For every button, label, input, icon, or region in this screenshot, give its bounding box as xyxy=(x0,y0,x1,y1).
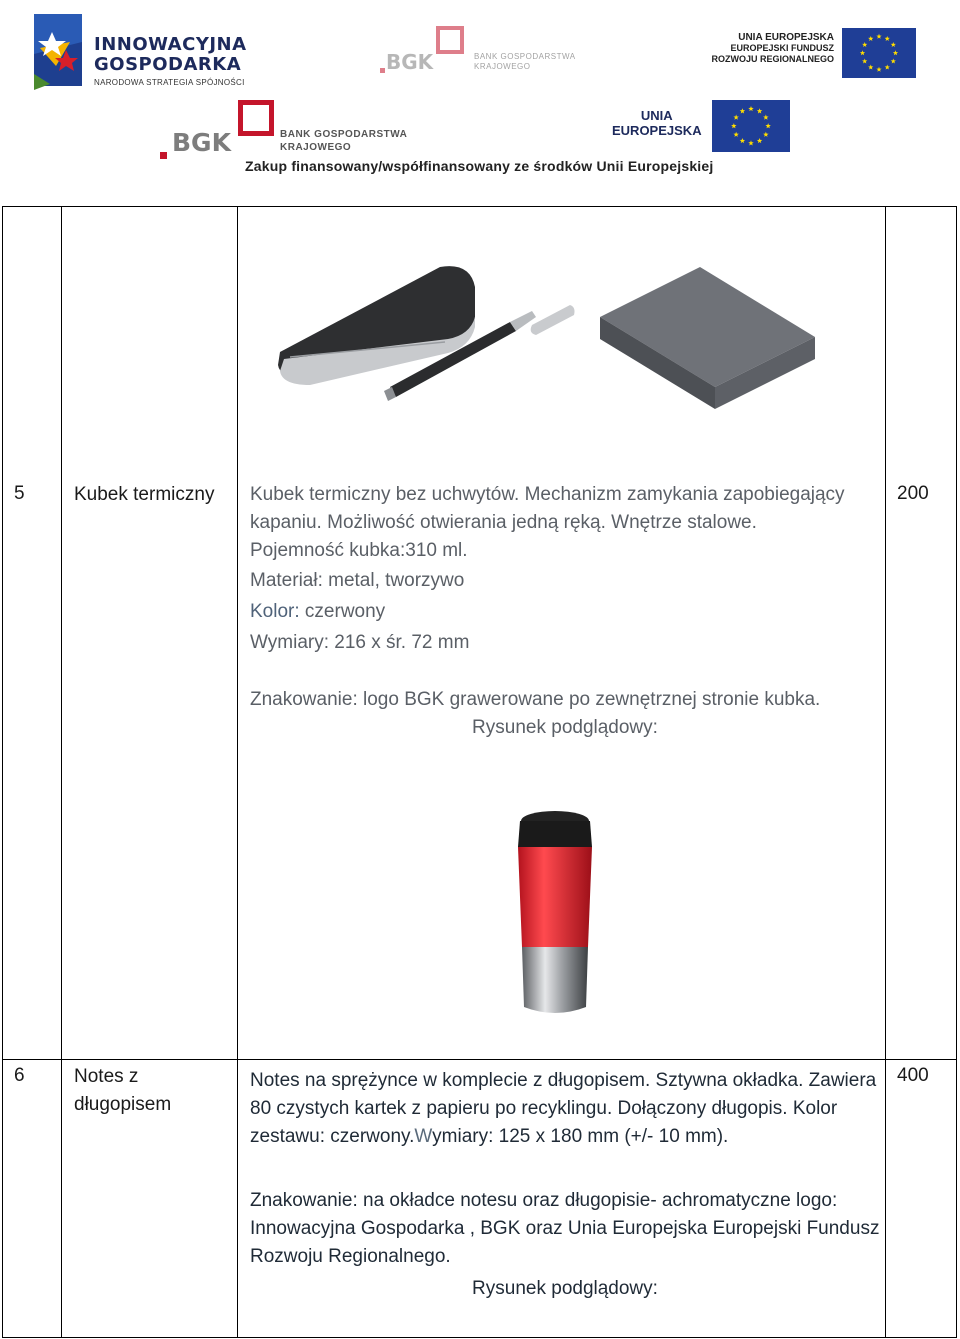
eu-fund-line2: EUROPEJSKI FUNDUSZ xyxy=(730,43,834,53)
product-description xyxy=(250,1067,880,1303)
color-label: Kolor: xyxy=(250,601,300,622)
bgk-word: BGK xyxy=(386,50,434,74)
bgk-name-line2: KRAJOWEGO xyxy=(474,62,531,71)
description-text: Kubek termiczny bez uchwytów. Mechanizm zamykania zapobiegający kapaniu. Możliwość otwierania jedną ręką. Wnętrze stalowe. xyxy=(250,484,845,533)
eu-star-icon xyxy=(868,65,873,70)
eu-star-icon xyxy=(748,140,753,145)
preview-label: Rysunek podglądowy: xyxy=(472,717,658,738)
dims-first-letter: W xyxy=(414,1126,433,1147)
bgk-square-icon xyxy=(238,100,274,136)
eu-star-icon xyxy=(862,59,867,64)
innowacyjna-gospodarka-emblem-icon xyxy=(30,14,90,90)
eu-text xyxy=(612,108,702,138)
eu-fund-line3: ROZWOJU REGIONALNEGO xyxy=(711,54,834,64)
description-text: Notes na sprężynce w komplecie z długopisem. Sztywna okładka. Zawiera 80 czystych kartek z papieru po recyklingu. Dołączony długopis. Kolor zestawu: czerwony. xyxy=(250,1070,877,1147)
eu-star-icon xyxy=(891,59,896,64)
bgk-dot-icon xyxy=(380,68,385,73)
bgk-name-line1: BANK GOSPODARSTWA xyxy=(474,52,576,61)
eu-star-icon xyxy=(885,65,890,70)
product-name: Kubek termiczny xyxy=(74,484,215,505)
column-divider xyxy=(61,207,62,1337)
row-number: 6 xyxy=(14,1065,25,1086)
eu-star-icon xyxy=(733,132,738,137)
strategy-subtitle: NARODOWA STRATEGIA SPÓJNOŚCI xyxy=(94,78,245,87)
eu-fund-text xyxy=(711,32,834,65)
bgk-name xyxy=(280,128,407,154)
eu-star-icon xyxy=(763,132,768,137)
product-quantity: 400 xyxy=(897,1065,929,1086)
dims-text: ymiary: 125 x 180 mm (+/- 10 mm). xyxy=(432,1126,729,1147)
eu-regional-fund-logo xyxy=(712,28,916,78)
eu-logo xyxy=(608,100,790,152)
innowacyjna-gospodarka-logo xyxy=(30,14,280,94)
product-name: Notes z długopisem xyxy=(74,1066,172,1115)
description-line xyxy=(250,1067,880,1151)
page-header xyxy=(0,0,960,200)
bgk-logo xyxy=(158,100,428,162)
eu-star-icon xyxy=(893,50,898,55)
eu-flag-icon xyxy=(842,28,916,78)
eu-star-icon xyxy=(740,138,745,143)
table-border-right xyxy=(956,207,957,1337)
eu-line1: UNIA xyxy=(640,108,673,123)
table-border-left xyxy=(2,207,3,1337)
eu-star-icon xyxy=(757,108,762,113)
eu-star-icon xyxy=(765,123,770,128)
bgk-word: BGK xyxy=(172,128,231,157)
product-table xyxy=(2,206,957,1338)
eu-star-icon xyxy=(885,36,890,41)
bgk-name xyxy=(474,52,576,72)
eu-star-icon xyxy=(862,42,867,47)
eu-star-icon xyxy=(731,123,736,128)
funding-caption: Zakup finansowany/współfinansowany ze środków Unii Europejskiej xyxy=(245,158,714,174)
innowacyjna-title: INNOWACYJNA xyxy=(94,34,247,55)
pen-cap-icon xyxy=(531,305,575,335)
eu-fund-line1: UNIA EUROPEJSKA xyxy=(738,32,834,43)
eu-star-icon xyxy=(876,67,881,72)
color-line xyxy=(250,598,880,626)
eu-star-icon xyxy=(757,138,762,143)
bgk-dot-icon xyxy=(160,152,167,159)
eu-star-icon xyxy=(748,106,753,111)
eu-star-icon xyxy=(868,36,873,41)
bgk-logo-faded xyxy=(378,26,598,78)
row-number: 5 xyxy=(14,483,25,504)
material-text: Materiał: metal, tworzywo xyxy=(250,570,465,591)
thermal-mug-image xyxy=(500,807,610,1019)
gift-box-icon xyxy=(600,267,815,409)
bgk-name-line1: BANK GOSPODARSTWA xyxy=(280,129,408,140)
gift-set-image xyxy=(270,247,830,427)
eu-star-icon xyxy=(891,42,896,47)
product-quantity: 200 xyxy=(897,483,929,504)
column-divider xyxy=(237,207,238,1337)
capacity-text: Pojemność kubka:310 ml. xyxy=(250,540,468,561)
column-divider xyxy=(885,207,886,1337)
eu-star-icon xyxy=(876,34,881,39)
product-description xyxy=(250,481,880,742)
marking-text: Znakowanie: logo BGK grawerowane po zewnętrznej stronie kubka. xyxy=(250,689,821,710)
eu-star-icon xyxy=(740,108,745,113)
bgk-square-icon xyxy=(436,26,464,54)
bgk-name-line2: KRAJOWEGO xyxy=(280,142,352,153)
color-value: czerwony xyxy=(299,601,386,622)
gospodarka-title: GOSPODARKA xyxy=(94,54,242,75)
eu-flag-icon xyxy=(712,100,790,152)
dimensions-text: Wymiary: 216 x śr. 72 mm xyxy=(250,632,470,653)
row-divider xyxy=(2,1059,957,1060)
eu-star-icon xyxy=(763,115,768,120)
eu-star-icon xyxy=(860,50,865,55)
preview-label: Rysunek podglądowy: xyxy=(472,1278,658,1299)
eu-star-icon xyxy=(733,115,738,120)
eu-line2: EUROPEJSKA xyxy=(612,123,702,138)
marking-text: Znakowanie: na okładce notesu oraz długopisie- achromatyczne logo: Innowacyjna Gospodarka , BGK oraz Unia Europejska Europejski Fundusz Rozwoju Regionalnego. xyxy=(250,1190,880,1267)
